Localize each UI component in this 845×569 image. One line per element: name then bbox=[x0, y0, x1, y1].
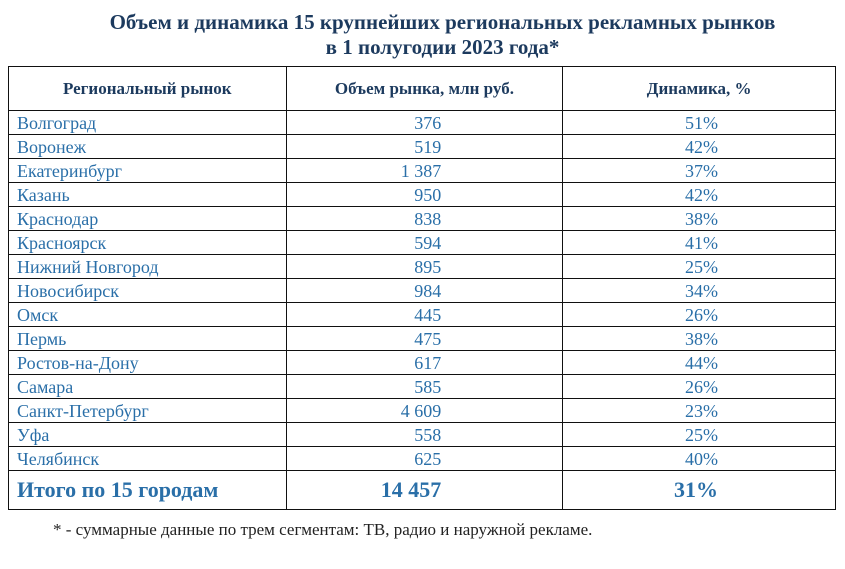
table-row bbox=[9, 399, 836, 423]
market-cell: Ростов-на-Дону bbox=[9, 351, 287, 375]
total-row bbox=[9, 471, 836, 510]
market-cell: Нижний Новгород bbox=[9, 255, 287, 279]
table-row bbox=[9, 183, 836, 207]
header-volume: Объем рынка, млн руб. bbox=[286, 67, 563, 111]
footnote: * - суммарные данные по трем сегментам: ТВ, радио и наружной рекламе. bbox=[53, 520, 593, 539]
dynamics-cell: 51% bbox=[563, 111, 836, 135]
volume-cell: 4 609 bbox=[286, 399, 563, 423]
table-row bbox=[9, 351, 836, 375]
table-row bbox=[9, 375, 836, 399]
dynamics-cell: 25% bbox=[563, 423, 836, 447]
dynamics-cell: 40% bbox=[563, 447, 836, 471]
dynamics-cell: 23% bbox=[563, 399, 836, 423]
volume-cell: 895 bbox=[286, 255, 563, 279]
volume-cell: 625 bbox=[286, 447, 563, 471]
dynamics-cell: 38% bbox=[563, 207, 836, 231]
table-row bbox=[9, 327, 836, 351]
market-cell: Краснодар bbox=[9, 207, 287, 231]
table-row bbox=[9, 231, 836, 255]
volume-cell: 950 bbox=[286, 183, 563, 207]
market-cell: Омск bbox=[9, 303, 287, 327]
market-cell: Екатеринбург bbox=[9, 159, 287, 183]
volume-cell: 376 bbox=[286, 111, 563, 135]
page-title bbox=[0, 10, 845, 60]
volume-cell: 594 bbox=[286, 231, 563, 255]
title-line-1: Объем и динамика 15 крупнейших региональных рекламных рынков bbox=[109, 10, 776, 34]
market-cell: Челябинск bbox=[9, 447, 287, 471]
volume-cell: 585 bbox=[286, 375, 563, 399]
market-cell: Казань bbox=[9, 183, 287, 207]
table-row bbox=[9, 207, 836, 231]
table-row bbox=[9, 303, 836, 327]
dynamics-cell: 37% bbox=[563, 159, 836, 183]
table-row bbox=[9, 255, 836, 279]
markets-table bbox=[8, 66, 836, 510]
volume-cell: 838 bbox=[286, 207, 563, 231]
dynamics-cell: 26% bbox=[563, 303, 836, 327]
volume-cell: 475 bbox=[286, 327, 563, 351]
dynamics-cell: 44% bbox=[563, 351, 836, 375]
title-line-2: в 1 полугодии 2023 года* bbox=[325, 35, 560, 59]
dynamics-cell: 42% bbox=[563, 135, 836, 159]
header-dynamics: Динамика, % bbox=[563, 67, 836, 111]
volume-cell: 14 457 bbox=[286, 471, 563, 510]
dynamics-cell: 41% bbox=[563, 231, 836, 255]
market-cell: Уфа bbox=[9, 423, 287, 447]
table-row bbox=[9, 279, 836, 303]
dynamics-cell: 25% bbox=[563, 255, 836, 279]
dynamics-cell: 26% bbox=[563, 375, 836, 399]
table-row bbox=[9, 135, 836, 159]
volume-cell: 519 bbox=[286, 135, 563, 159]
table-row bbox=[9, 423, 836, 447]
market-cell: Самара bbox=[9, 375, 287, 399]
market-cell: Итого по 15 городам bbox=[9, 471, 287, 510]
market-cell: Красноярск bbox=[9, 231, 287, 255]
header-row bbox=[9, 67, 836, 111]
table-row bbox=[9, 447, 836, 471]
table-row bbox=[9, 159, 836, 183]
market-cell: Воронеж bbox=[9, 135, 287, 159]
market-cell: Пермь bbox=[9, 327, 287, 351]
volume-cell: 558 bbox=[286, 423, 563, 447]
volume-cell: 984 bbox=[286, 279, 563, 303]
header-market: Региональный рынок bbox=[9, 67, 287, 111]
volume-cell: 1 387 bbox=[286, 159, 563, 183]
market-cell: Новосибирск bbox=[9, 279, 287, 303]
volume-cell: 445 bbox=[286, 303, 563, 327]
dynamics-cell: 34% bbox=[563, 279, 836, 303]
dynamics-cell: 42% bbox=[563, 183, 836, 207]
dynamics-cell: 38% bbox=[563, 327, 836, 351]
dynamics-cell: 31% bbox=[563, 471, 836, 510]
table-row bbox=[9, 111, 836, 135]
volume-cell: 617 bbox=[286, 351, 563, 375]
market-cell: Санкт-Петербург bbox=[9, 399, 287, 423]
market-cell: Волгоград bbox=[9, 111, 287, 135]
